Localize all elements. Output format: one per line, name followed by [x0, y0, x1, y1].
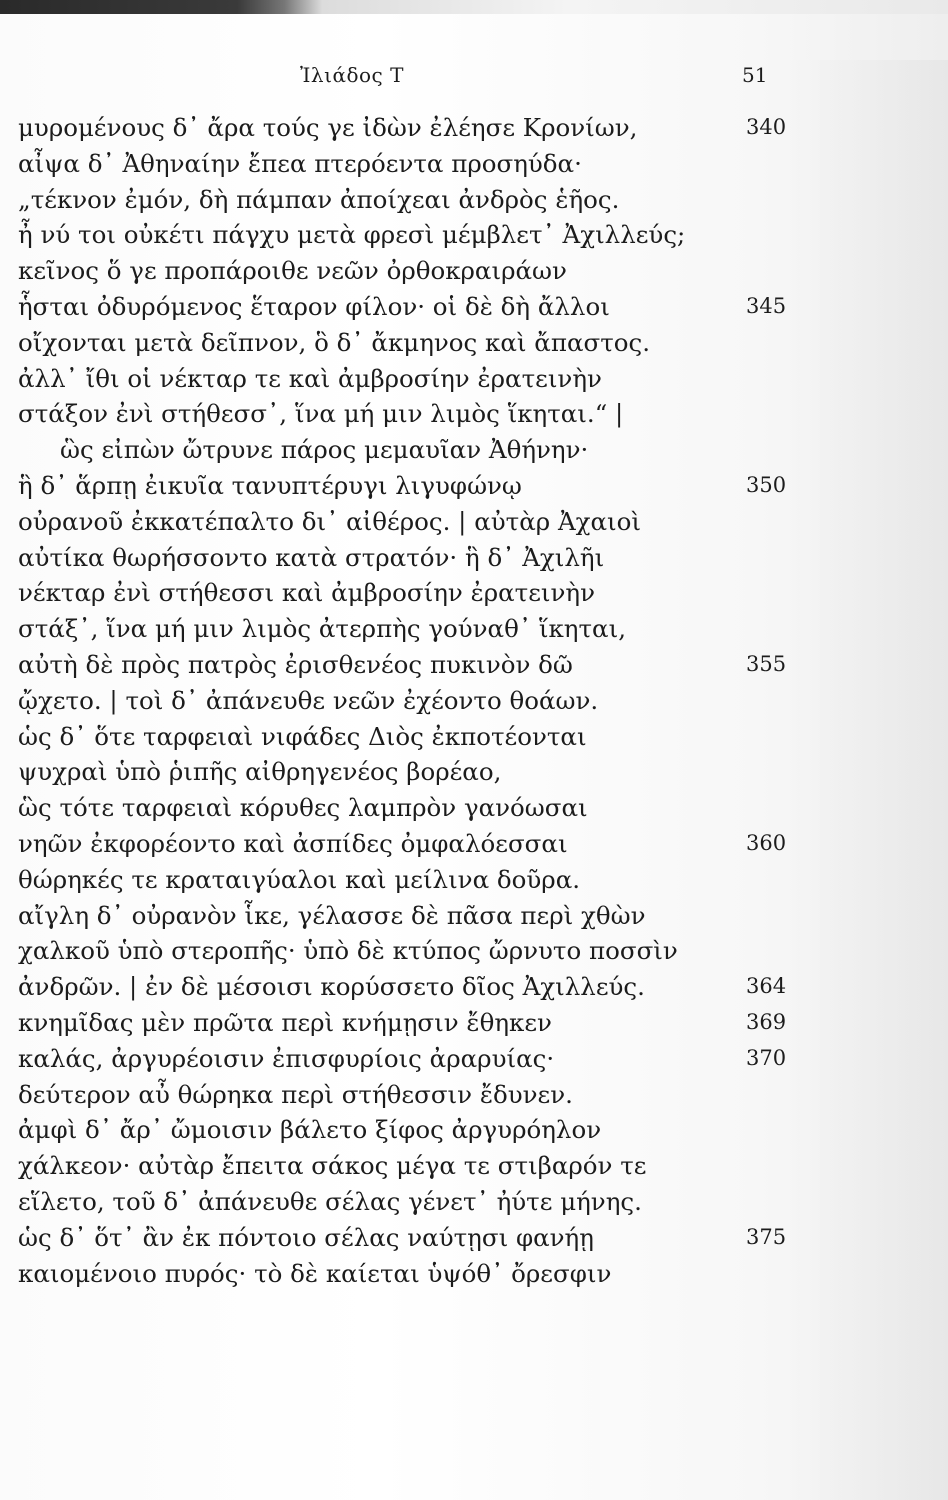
verse-line: [0, 969, 948, 1005]
verse-line: [0, 647, 948, 683]
verse-text: ψυχραὶ ὑπὸ ῥιπῆς αἰθρηγενέος βορέαο,: [18, 757, 502, 787]
verse-line: [0, 1112, 948, 1148]
verse-line: [0, 1184, 948, 1220]
verse-text: θώρηκές τε κραταιγύαλοι καὶ μείλινα δοῦρα.: [18, 864, 581, 894]
verse-line: [0, 1041, 948, 1077]
verse-text: ἀλλ᾽ ἴθι οἱ νέκταρ τε καὶ ἀμβροσίην ἐρατεινὴν: [18, 363, 602, 393]
verse-line: [0, 217, 948, 253]
verse-text: χαλκοῦ ὑπὸ στεροπῆς· ὑπὸ δὲ κτύπος ὤρνυτο ποσσὶν: [18, 936, 678, 966]
verse-text: ὡς δ᾽ ὅτε ταρφειαὶ νιφάδες Διὸς ἐκποτέονται: [18, 721, 587, 751]
verse-line: [0, 146, 948, 182]
verse-line: [0, 1148, 948, 1184]
verse-line: [0, 396, 948, 432]
verse-text: χάλκεον· αὐτὰρ ἔπειτα σάκος μέγα τε στιβαρόν τε: [18, 1151, 647, 1181]
verse-line: [0, 361, 948, 397]
verse-text: καλάς, ἀργυρέοισιν ἐπισφυρίοις ἀραρυίας·: [18, 1043, 555, 1073]
verse-line: [0, 1256, 948, 1292]
verse-line: [0, 182, 948, 218]
verse-line: [0, 933, 948, 969]
line-number: 375: [746, 1224, 787, 1249]
verse-text: αὐτὴ δὲ πρὸς πατρὸς ἐρισθενέος πυκινὸν δῶ: [18, 649, 573, 679]
poem-text: [0, 110, 948, 1291]
scan-top-edge: [0, 0, 948, 14]
line-number: 355: [746, 651, 787, 676]
verse-text: κεῖνος ὅ γε προπάροιθε νεῶν ὀρθοκραιράων: [18, 256, 567, 286]
verse-text: ἦ νύ τοι οὐκέτι πάγχυ μετὰ φρεσὶ μέμβλετ᾽ Ἀχιλλεύς;: [18, 220, 686, 250]
verse-line: [0, 790, 948, 826]
verse-text: καιομένοιο πυρός· τὸ δὲ καίεται ὑψόθ᾽ ὄρεσφιν: [18, 1258, 612, 1288]
verse-text: οὐρανοῦ ἐκκατέπαλτο δι᾽ αἰθέρος. | αὐτὰρ Ἀχαιοὶ: [18, 506, 642, 536]
verse-line: [0, 110, 948, 146]
verse-line: [0, 504, 948, 540]
verse-line: [0, 540, 948, 576]
verse-line: [0, 826, 948, 862]
verse-text: στάξ᾽, ἵνα μή μιν λιμὸς ἀτερπὴς γούναθ᾽ ἵκηται,: [18, 614, 626, 644]
verse-line: [0, 719, 948, 755]
verse-text: εἵλετο, τοῦ δ᾽ ἀπάνευθε σέλας γένετ᾽ ἠύτε μήνης.: [18, 1186, 642, 1216]
verse-text: οἴχονται μετὰ δεῖπνον, ὃ δ᾽ ἄκμηνος καὶ ἄπαστος.: [18, 327, 651, 357]
verse-line: [0, 289, 948, 325]
verse-text: αἶψα δ᾽ Ἀθηναίην ἔπεα πτερόεντα προσηύδα·: [18, 148, 582, 178]
line-number: 370: [746, 1045, 787, 1070]
verse-text: αἴγλη δ᾽ οὐρανὸν ἷκε, γέλασσε δὲ πᾶσα περὶ χθὼν: [18, 900, 646, 930]
verse-text: ἣ δ᾽ ἅρπῃ ἐικυῖα τανυπτέρυγι λιγυφώνῳ: [18, 470, 522, 500]
verse-line: [0, 683, 948, 719]
line-number: 369: [746, 1009, 787, 1034]
line-number: 364: [746, 974, 787, 999]
verse-line: [0, 1077, 948, 1113]
verse-text: ἀμφὶ δ᾽ ἄρ᾽ ὤμοισιν βάλετο ξίφος ἀργυρόηλον: [18, 1115, 602, 1145]
verse-line: [0, 432, 948, 468]
verse-line: [0, 611, 948, 647]
verse-line: [0, 1220, 948, 1256]
verse-text: δεύτερον αὖ θώρηκα περὶ στήθεσσιν ἔδυνεν.: [18, 1079, 573, 1109]
verse-line: [0, 575, 948, 611]
verse-text: ἀνδρῶν. | ἐν δὲ μέσοισι κορύσσετο δῖος Ἀχιλλεύς.: [18, 972, 645, 1002]
line-number: 360: [746, 830, 787, 855]
line-number: 345: [746, 293, 787, 318]
verse-text: ὣς τότε ταρφειαὶ κόρυθες λαμπρὸν γανόωσαι: [18, 793, 588, 823]
verse-text: ἧσται ὀδυρόμενος ἕταρον φίλον· οἱ δὲ δὴ ἄλλοι: [18, 291, 610, 321]
verse-line: [0, 325, 948, 361]
verse-line: [0, 1005, 948, 1041]
verse-text: αὐτίκα θωρήσσοντο κατὰ στρατόν· ἣ δ᾽ Ἀχιλῆι: [18, 542, 605, 572]
page-header: [0, 63, 948, 93]
verse-line: [0, 253, 948, 289]
verse-text: ᾤχετο. | τοὶ δ᾽ ἀπάνευθε νεῶν ἐχέοντο θοάων.: [18, 685, 599, 715]
line-number: 340: [746, 115, 787, 139]
verse-text: νηῶν ἐκφορέοντο καὶ ἀσπίδες ὀμφαλόεσσαι: [18, 828, 568, 858]
verse-line: [0, 468, 948, 504]
verse-text: ὡς δ᾽ ὅτ᾽ ἂν ἐκ πόντοιο σέλας ναύτῃσι φανήῃ: [18, 1222, 594, 1252]
verse-line: [0, 898, 948, 934]
verse-text: ὣς εἰπὼν ὤτρυνε πάρος μεμαυῖαν Ἀθήνην·: [60, 435, 589, 465]
page-number: 51: [742, 63, 768, 87]
verse-text: κνημῖδας μὲν πρῶτα περὶ κνήμῃσιν ἔθηκεν: [18, 1007, 552, 1037]
verse-text: μυρομένους δ᾽ ἄρα τούς γε ἰδὼν ἐλέησε Κρονίων,: [18, 113, 638, 142]
verse-text: νέκταρ ἐνὶ στήθεσσι καὶ ἀμβροσίην ἐρατεινὴν: [18, 578, 596, 608]
running-title: Ἰλιάδος Τ: [300, 63, 404, 87]
verse-line: [0, 754, 948, 790]
verse-text: στάξον ἐνὶ στήθεσσ᾽, ἵνα μή μιν λιμὸς ἵκηται.“ |: [18, 399, 624, 429]
verse-line: [0, 862, 948, 898]
line-number: 350: [746, 472, 787, 497]
verse-text: „τέκνον ἐμόν, δὴ πάμπαν ἀποίχεαι ἀνδρὸς ἑῆος.: [18, 184, 620, 214]
